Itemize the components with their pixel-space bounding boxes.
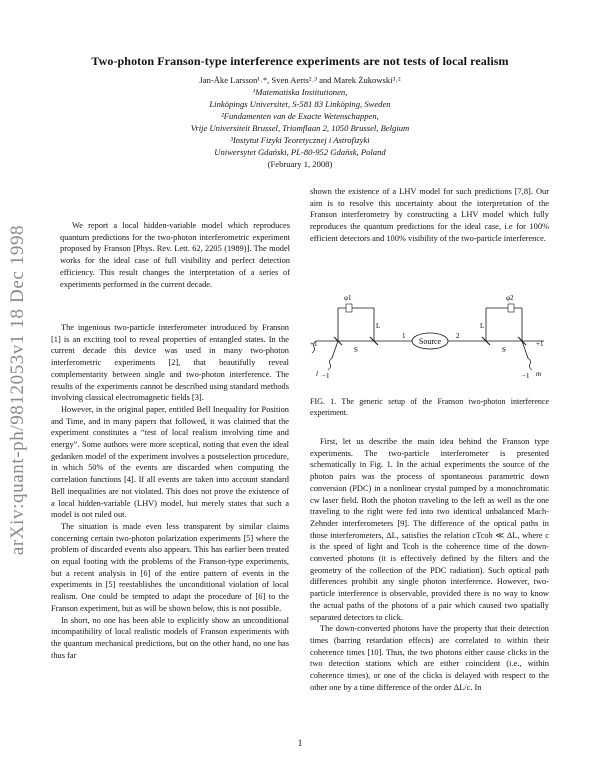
paragraph: shown the existence of a LHV model for such predictions [7,8]. Our aim is to resolve this uncertainty about the interpretation of the Franson interferometry by constructing a LHV model which fully reproduces the quantum predictions for the ideal case, i.e for 100% efficient detectors and 100% visibility of the two-particle interference. (310, 187, 549, 243)
right-detector-wiggle (528, 358, 532, 370)
paragraph: However, in the original paper, entitled Bell Inequality for Position and Time, and in many papers that followed, it was claimed that the experiment constitutes a “test of local realism involving time and energy”. Some authors were more sceptical, noting that even the ideal gedanken model of the experiment involves a postselection procedure, in which 50% of the events are discarded when computing the correlation functions [4]. If all events are taken into account standard Bell inequalities are not violated. This does not prove the existence of a local hidden-variable (LHV) model, but merely states that such a model is not ruled out. (51, 404, 289, 520)
right-column (310, 436, 549, 693)
arxiv-stamp (4, 180, 32, 600)
date-line: (February 1, 2008) (267, 159, 333, 169)
phi1-label: φ1 (344, 294, 352, 302)
author-list: Jan-Åke Larsson¹˒*, Sven Aerts²˒³ and Marek Żukowski³˒² (199, 75, 401, 85)
left-L-label: L (376, 322, 381, 330)
paragraph: The situation is made even less transparent by similar claims concerning certain two-photon polarization experiments [5] where the problem of discarded events also appears. This has earlier been treated on equal footing with the problems of the Franson-type experiments, but a recent analysis in [6] of the entire pattern of events in the experiments in [5] reestablishes the unconditional violation of local realism. One could be tempted to adapt the procedure of [6] to the Franson experiment, but as will be shown below, this is not possible. (51, 521, 289, 613)
left-detector-wiggle (328, 358, 332, 370)
left-plus1-label: +1 (310, 340, 318, 348)
l-label: l (316, 370, 318, 378)
left-column (51, 322, 289, 661)
left-output-line (332, 341, 338, 358)
page-number: 1 (297, 738, 303, 748)
left-phase-shifter (346, 304, 352, 312)
affiliation-line: ¹Matematiska Institutionen, (252, 87, 348, 97)
beam1-label: 1 (402, 332, 406, 340)
phi2-label: φ2 (506, 294, 514, 302)
author-block (60, 74, 540, 170)
paragraph: The ingenious two-particle interferometer introduced by Franson [1] is an exciting tool to reveal properties of entangled states. In the current decade this device was used in many two-photon interferometric experiments [2], that beautifully reveal complementarity between single and two-photon interference. The results of the experiments cannot be described using standard methods involving classical electromagnetic fields [3]. (51, 323, 289, 403)
left-minus1-label: −1 (322, 372, 330, 380)
right-phase-shifter (508, 304, 514, 312)
affiliation-line: Vrije Universiteit Brussel, Triomflaan 2, 1050 Brussel, Belgium (190, 123, 410, 133)
figure-caption: FIG. 1. The generic setup of the Franson two-photon interference experiment. (310, 397, 549, 417)
right-L-label: L (480, 322, 485, 330)
m-label: m (536, 370, 542, 378)
affiliation-line: ²Fundamenten van de Exacte Wetenschappen, (221, 111, 379, 121)
paragraph: In short, no one has been able to explicitly show an unconditional incompatibility of local realistic models of Franson experiments with the quantum mechanical predictions, but on the other hand, no one has thus far (51, 615, 289, 660)
right-minus1-label: −1 (522, 372, 530, 380)
beam2-label: 2 (456, 332, 460, 340)
right-plus1-label: +1 (536, 340, 544, 348)
left-S-label: S (354, 346, 358, 354)
source-label: Source (418, 337, 442, 346)
affiliation-line: Uniwersytet Gdański, PL-80-952 Gdańsk, Poland (214, 147, 386, 157)
abstract-text: We report a local hidden-variable model which reproduces quantum predictions for the two-photon interferometric experiment proposed by Franson [Phys. Rev. Lett. 62, 2205 (1989)]. The model works for the ideal case of full visibility and perfect detection efficiency. This result changes the interpretation of a series of experiments performed in the current decade. (60, 221, 290, 289)
arxiv-id: arXiv:quant-ph/9812053v1 18 Dec 1998 (7, 224, 28, 556)
franson-setup-figure (310, 286, 550, 390)
paragraph: First, let us describe the main idea behind the Franson type experiments. The two-particle interferometer is presented schematically in Fig. 1. In the actual experiments the source of the photon pairs was the process of spontaneous parametric down conversion (PDC) in a nonlinear crystal pumped by a monochromatic cw laser field. Both the photon traveling to the left as well as the one traveling to the right were fed into two identical unbalanced Mach-Zehnder interferometers [9]. The difference of the optical paths in those interferometers, ΔL, satisfies the relation cTcoh ≪ ΔL, where c is the speed of light and Tcoh is the coherence time of the down-converted photons (it is effectively defined by the filters and the geometry of the collection of the PDC radiation). Such optical path differences prohibit any single photon interference. However, two-particle interference is observable, provided there is no way to know the actual paths of the photons of a pair which caused two spatially separated detectors to click. (310, 437, 549, 622)
paragraph: The down-converted photons have the property that their detection times (barring retardation effects) are correlated to within their coherence times [10]. Thus, the two photons either cause clicks in the two detection stations which are either coincident (i.e., within coherence times), or one of the clicks is delayed with respect to the other one by a time difference of the order ΔL/c. In (310, 624, 549, 692)
affiliation-line: ³Instytut Fizyki Teoretycznej i Astrofizyki (230, 135, 370, 145)
paper-title: Two-photon Franson-type interference experiments are not tests of local realism (91, 54, 509, 68)
affiliation-line: Linköpings Universitet, S-581 83 Linköping, Sweden (209, 99, 391, 109)
right-S-label: S (502, 346, 506, 354)
right-column-top (310, 186, 549, 245)
abstract (60, 220, 290, 290)
